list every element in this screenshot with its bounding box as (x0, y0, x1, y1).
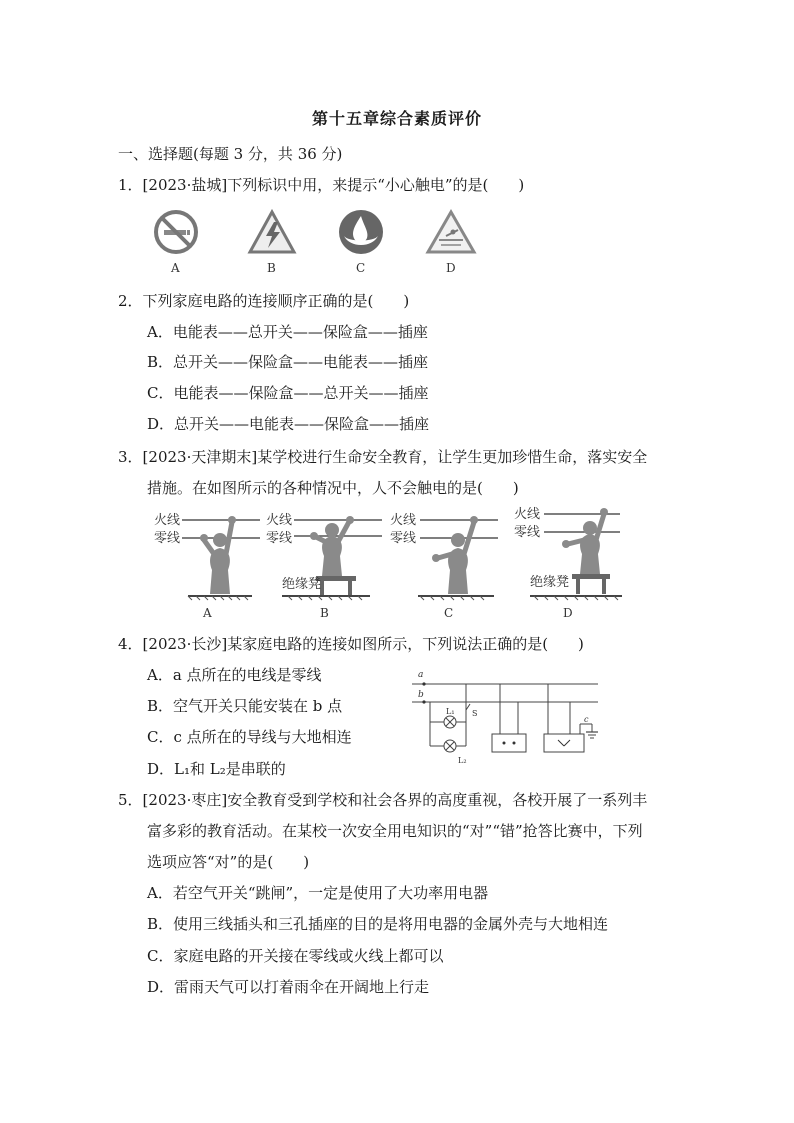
q2-stem: 2．下列家庭电路的连接顺序正确的是( ) (118, 292, 410, 310)
live-wire-label: 火线 (266, 513, 293, 528)
q2-option-a: A．电能表——总开关——保险盒——插座 (147, 323, 428, 341)
no-smoking-sign-icon (156, 212, 196, 252)
stool-label: 绝缘凳 (530, 575, 570, 590)
q3-label-c: C (444, 606, 454, 620)
live-wire-label: 火线 (154, 513, 181, 528)
q3-label-b: B (320, 606, 329, 620)
q5-option-c: C．家庭电路的开关接在零线或火线上都可以 (147, 947, 444, 965)
neutral-wire-label: 零线 (514, 525, 541, 540)
stool-label: 绝缘凳 (282, 577, 322, 592)
point-c-label: c (584, 715, 589, 724)
q3-figure (148, 504, 628, 624)
q4-stem: 4．[2023·长沙]某家庭电路的连接如图所示，下列说法正确的是( ) (118, 635, 584, 653)
lamp-l2-label: L₂ (458, 756, 467, 765)
q5-option-b: B．使用三线插头和三孔插座的目的是将用电器的金属外壳与大地相连 (147, 915, 609, 933)
point-b-label: b (418, 690, 424, 700)
section-heading: 一、选择题(每题 3 分，共 36 分) (118, 145, 343, 163)
q1-label-d: D (446, 261, 456, 275)
q2-option-b: B．总开关——保险盒——电能表——插座 (147, 353, 429, 371)
q5-stem-line3: 选项应答“对”的是( ) (147, 853, 310, 871)
water-drop-sign-icon (339, 210, 383, 254)
q3-label-d: D (563, 606, 573, 620)
high-voltage-warning-icon (250, 212, 294, 252)
q2-option-d: D．总开关——电能表——保险盒——插座 (147, 415, 430, 433)
two-hole-socket (492, 734, 526, 752)
q3-panel-a (154, 512, 260, 620)
q5-stem-line2: 富多彩的教育活动。在某校一次安全用电知识的“对”“错”抢答比赛中，下列 (147, 822, 643, 840)
live-wire-label: 火线 (514, 507, 541, 522)
q4-option-c: C．c 点所在的导线与大地相连 (147, 728, 352, 746)
live-wire-label: 火线 (390, 513, 417, 528)
q4-option-b: B．空气开关只能安装在 b 点 (147, 697, 343, 715)
q4-option-d: D．L₁和 L₂是串联的 (147, 760, 286, 778)
point-a-label: a (418, 670, 424, 680)
danger-water-warning-icon (428, 212, 474, 252)
neutral-wire-label: 零线 (390, 531, 417, 546)
q1-icon-row (150, 208, 490, 278)
q3-stem-line2: 措施。在如图所示的各种情况中，人不会触电的是( ) (147, 479, 519, 497)
q1-stem: 1．[2023·盐城]下列标识中用，来提示“小心触电”的是( ) (118, 176, 525, 194)
q2-option-c: C．电能表——保险盒——总开关——插座 (147, 384, 429, 402)
neutral-wire-label: 零线 (266, 531, 293, 546)
q1-label-b: B (267, 261, 276, 275)
q5-stem-line1: 5．[2023·枣庄]安全教育受到学校和社会各界的高度重视，各校开展了一系列丰 (118, 791, 648, 809)
q3-panel-d (514, 506, 622, 620)
q5-option-a: A．若空气开关“跳闸”，一定是使用了大功率用电器 (147, 884, 489, 902)
q5-option-d: D．雷雨天气可以打着雨伞在开阔地上行走 (147, 978, 430, 996)
three-hole-socket (544, 734, 584, 752)
q3-label-a: A (203, 606, 212, 620)
q3-panel-c (390, 512, 498, 620)
q3-stem-line1: 3．[2023·天津期末]某学校进行生命安全教育，让学生更加珍惜生命，落实安全 (118, 448, 648, 466)
q4-circuit-diagram (408, 666, 604, 770)
q3-panel-b (266, 512, 382, 620)
q4-option-a: A．a 点所在的电线是零线 (147, 666, 322, 684)
q1-label-a: A (171, 261, 180, 275)
switch-s-label: S (472, 709, 478, 718)
page-title: 第十五章综合素质评价 (311, 109, 482, 128)
lamp-l1-label: L₁ (446, 707, 455, 716)
q1-label-c: C (356, 261, 366, 275)
neutral-wire-label: 零线 (154, 531, 181, 546)
